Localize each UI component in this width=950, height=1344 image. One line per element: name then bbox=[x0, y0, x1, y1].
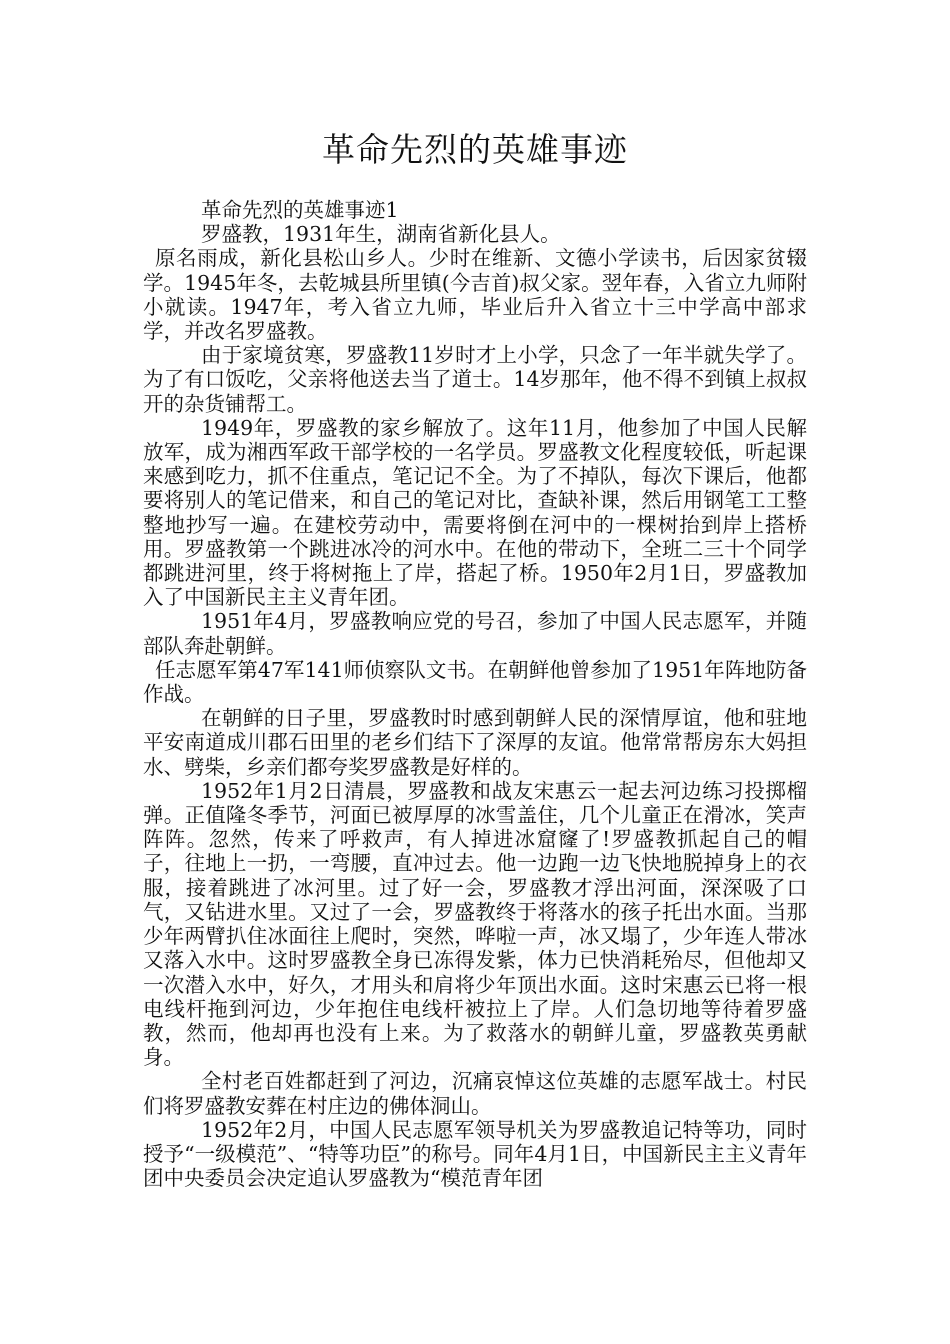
document-body bbox=[143, 198, 807, 1190]
paragraph-mourning: 全村老百姓都赶到了河边，沉痛哀悼这位英雄的志愿军战士。村民们将罗盛教安葬在村庄边的佛体洞山。 bbox=[143, 1069, 807, 1118]
paragraph-1949: 1949年，罗盛教的家乡解放了。这年11月，他参加了中国人民解放军，成为湘西军政干部学校的一名学员。罗盛教文化程度较低，听起课来感到吃力，抓不住重点，笔记记不全。为了不掉队，每次下课后，他都要将别人的笔记借来，和自己的笔记对比，查缺补课，然后用钢笔工工整整地抄写一遍。在建校劳动中，需要将倒在河中的一棵树抬到岸上搭桥用。罗盛教第一个跳进冰冷的河水中。在他的带动下，全班二三十个同学都跳进河里，终于将树拖上了岸，搭起了桥。1950年2月1日，罗盛教加入了中国新民主主义青年团。 bbox=[143, 415, 807, 610]
paragraph-subtitle: 革命先烈的英雄事迹1 bbox=[201, 198, 399, 222]
paragraph-honors: 1952年2月，中国人民志愿军领导机关为罗盛教追记特等功，同时授予“一级模范”、“特等功臣”的称号。同年4月1日，中国新民主主义青年团中央委员会决定追认罗盛教为“模范青年团 bbox=[143, 1117, 807, 1191]
paragraph-1952-rescue: 1952年1月2日清晨，罗盛教和战友宋惠云一起去河边练习投掷榴弹。正值隆冬季节，河面已被厚厚的冰雪盖住，几个儿童正在滑冰，笑声阵阵。忽然，传来了呼救声，有人掉进冰窟窿了!罗盛教抓起自己的帽子，往地上一扔，一弯腰，直冲过去。他一边跑一边飞快地脱掉身上的衣服，接着跳进了冰河里。过了好一会，罗盛教才浮出河面，深深吸了口气，又钻进水里。又过了一会，罗盛教终于将落水的孩子托出水面。当那少年两臂扒住冰面往上爬时，突然，哗啦一声，冰又塌了，少年连人带冰又落入水中。这时罗盛教全身已冻得发紫，体力已快消耗殆尽，但他却又一次潜入水中，好久，才用头和肩将少年顶出水面。这时宋惠云已将一根电线杆拖到河边，少年抱住电线杆被拉上了岸。人们急切地等待着罗盛教，然而，他却再也没有上来。为了救落水的朝鲜儿童，罗盛教英勇献身。 bbox=[143, 778, 807, 1070]
document-title: 革命先烈的英雄事迹 bbox=[322, 130, 628, 169]
paragraph-original-name: 原名雨成，新化县松山乡人。少时在维新、文德小学读书，后因家贫辍学。1945年冬，去乾城县所里镇(今吉首)叔父家。翌年春，入省立九师附小就读。1947年，考入省立九师，毕业后升入省立十三中学高中部求学，并改名罗盛教。 bbox=[143, 246, 807, 344]
paragraph-korea-days: 在朝鲜的日子里，罗盛教时时感到朝鲜人民的深情厚谊，他和驻地平安南道成川郡石田里的老乡们结下了深厚的友谊。他常常帮房东大妈担水、劈柴，乡亲们都夸奖罗盛教是好样的。 bbox=[143, 706, 807, 779]
paragraph-childhood: 由于家境贫寒，罗盛教11岁时才上小学，只念了一年半就失学了。为了有口饭吃，父亲将他送去当了道士。14岁那年，他不得不到镇上叔叔开的杂货铺帮工。 bbox=[143, 343, 807, 416]
paragraph-1951-april: 1951年4月，罗盛教响应党的号召，参加了中国人民志愿军，并随部队奔赴朝鲜。 bbox=[143, 609, 807, 658]
paragraph-intro: 罗盛教，1931年生，湖南省新化县人。 bbox=[201, 222, 561, 247]
paragraph-scout-clerk: 任志愿军第47军141师侦察队文书。在朝鲜他曾参加了1951年阵地防备作战。 bbox=[143, 657, 807, 707]
